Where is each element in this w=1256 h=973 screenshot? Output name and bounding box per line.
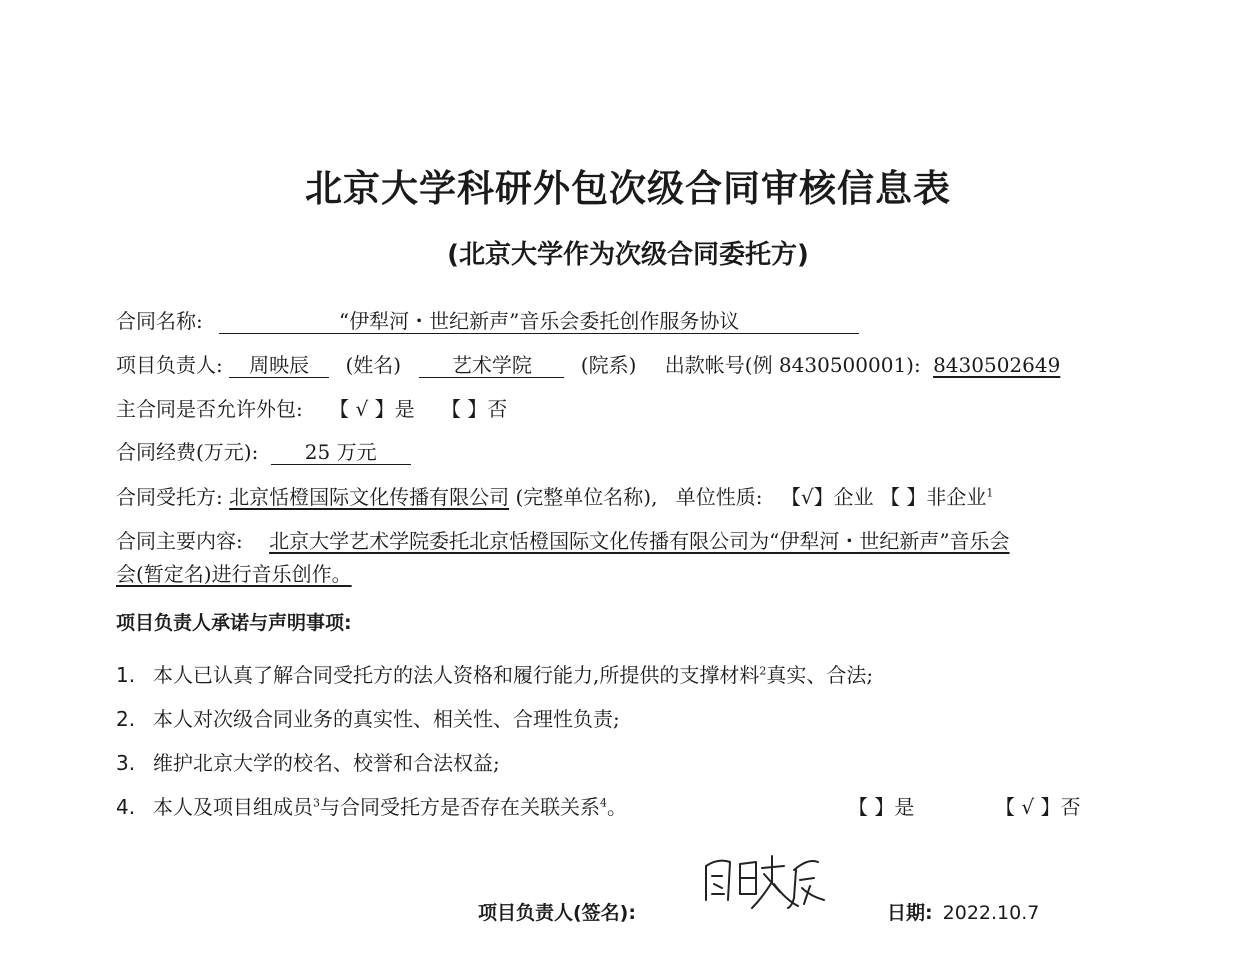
account-value: 8430502649	[933, 353, 1061, 377]
project-lead-row	[116, 349, 1060, 378]
outsourcing-no: 【 】否	[440, 397, 508, 421]
department-note: (院系)	[580, 353, 637, 377]
commitment-tail: 真实、合法;	[766, 663, 874, 687]
commitment-text: 本人对次级合同业务的真实性、相关性、合理性负责;	[153, 707, 620, 731]
contract-name-value: “伊犁河・世纪新声”音乐会委托创作服务协议	[219, 309, 859, 334]
date-value: 2022.10.7	[942, 902, 1040, 924]
contractee-label: 合同受托方:	[116, 485, 223, 509]
commitment-number: 2.	[116, 707, 136, 731]
contract-fee-row	[116, 436, 411, 465]
date-label: 日期:	[887, 902, 933, 924]
outsourcing-label: 主合同是否允许外包:	[116, 397, 303, 421]
main-content-row	[116, 525, 1010, 554]
commitment-number: 3.	[116, 751, 136, 775]
contractee-note: (完整单位名称),	[515, 485, 658, 509]
nature-label: 单位性质:	[675, 485, 763, 509]
commitment-text: 维护北京大学的校名、校誉和合法权益;	[153, 751, 500, 775]
project-lead-name: 周映辰	[229, 353, 329, 378]
commitment-text: 本人已认真了解合同受托方的法人资格和履行能力,所提供的支撑材料	[153, 663, 760, 687]
footnote-1: 1	[986, 486, 994, 500]
main-content-label: 合同主要内容:	[116, 529, 243, 553]
contract-fee-label: 合同经费(万元):	[116, 440, 259, 464]
commitment-item-3	[116, 747, 500, 776]
page-subtitle: (北京大学作为次级合同委托方)	[447, 240, 809, 270]
signature-label: 项目负责人(签名):	[478, 902, 636, 924]
main-content-line2: 会(暂定名)进行音乐创作。	[116, 562, 352, 586]
contractee-row	[116, 481, 993, 510]
commitment-text: 本人及项目组成员	[153, 795, 313, 819]
commitment-item-2	[116, 703, 620, 732]
nature-enterprise: 【√】企业	[780, 485, 874, 509]
page-title: 北京大学科研外包次级合同审核信息表	[305, 167, 951, 210]
commitment-tail: 与合同受托方是否存在关联关系	[320, 795, 600, 819]
contractee-value: 北京恬橙国际文化传播有限公司	[229, 485, 510, 509]
contract-name-row	[116, 305, 859, 334]
name-note: (姓名)	[345, 353, 402, 377]
outsourcing-row	[116, 393, 507, 422]
commitment-number: 4.	[116, 795, 136, 819]
footnote-2: 2	[759, 664, 767, 678]
commitment-tail-2: 。	[607, 795, 627, 819]
department-value: 艺术学院	[419, 353, 564, 378]
nature-non-enterprise: 【 】非企业	[880, 485, 987, 509]
related-party-yes: 【 】是	[848, 795, 915, 819]
account-label: 出款帐号(例 8430500001):	[664, 353, 921, 377]
commitment-item-4	[116, 791, 627, 820]
commitment-number: 1.	[116, 663, 136, 687]
project-lead-label: 项目负责人:	[116, 353, 223, 377]
contract-name-label: 合同名称:	[116, 309, 203, 333]
footnote-3: 3	[313, 796, 320, 810]
outsourcing-yes: 【 √ 】是	[329, 397, 415, 421]
related-party-no: 【 √ 】否	[995, 795, 1081, 819]
main-content-line1: 北京大学艺术学院委托北京恬橙国际文化传播有限公司为“伊犁河・世纪新声”音乐会	[269, 529, 1010, 553]
contract-fee-value: 25 万元	[271, 440, 411, 465]
footnote-4: 4	[600, 796, 607, 810]
commitment-item-1	[116, 659, 873, 688]
commitments-heading: 项目负责人承诺与声明事项:	[116, 612, 352, 634]
main-content-row-2	[116, 558, 352, 587]
handwritten-signature	[700, 848, 830, 918]
date-row	[887, 898, 1039, 925]
